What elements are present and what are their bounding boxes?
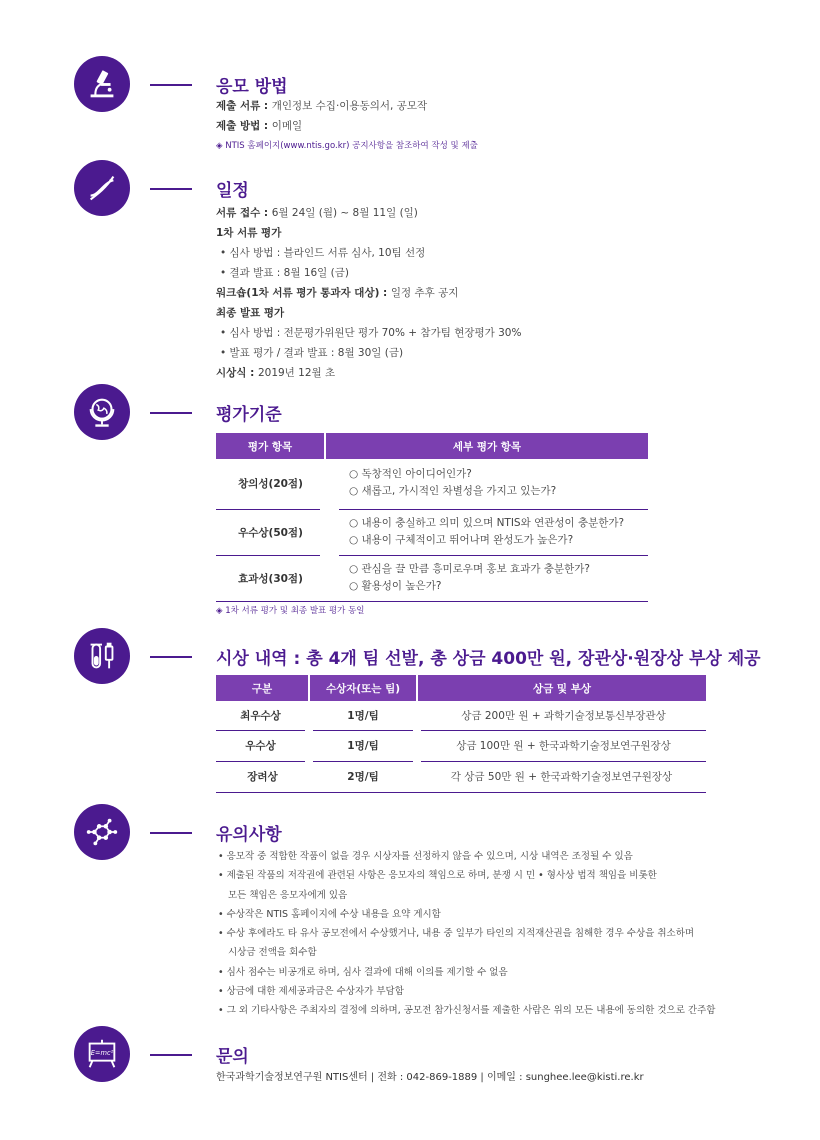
section-title-notices: 유의사항 <box>216 825 282 845</box>
notice-item: • 그 외 기타사항은 주최자의 결정에 의하며, 공모전 참가신청서를 제출한 사람은 위의 모든 내용에 동의한 것으로 간주함 <box>218 1005 716 1017</box>
notice-item-cont: 시상금 전액을 회수함 <box>228 947 317 959</box>
apply-value-method: 이메일 <box>271 120 303 132</box>
criteria-note: ◈ 1차 서류 평가 및 최종 발표 평가 동일 <box>216 606 365 616</box>
notice-item: • 수상 후에라도 타 유사 공모전에서 수상했거나, 내용 중 일부가 타인의 지적재산권을 침해한 경우 수상을 취소하며 <box>218 928 695 940</box>
globe-icon <box>74 384 130 440</box>
section-title-criteria: 평가기준 <box>216 405 282 425</box>
award-winners: 1명/팀 <box>309 730 417 761</box>
table-row <box>216 459 648 507</box>
dna-icon <box>74 160 130 216</box>
notices-body <box>218 847 715 1021</box>
schedule-final-item: • 심사 방법 : 전문평가위원단 평가 70% + 참가팀 현장평가 30% <box>220 327 522 339</box>
award-prize: 상금 200만 원 + 과학기술정보통신부장관상 <box>417 701 706 730</box>
table-row <box>216 730 706 761</box>
criteria-table <box>216 433 648 603</box>
table-row <box>216 701 706 730</box>
blackboard-icon <box>74 1026 130 1082</box>
award-grade: 최우수상 <box>216 701 309 730</box>
board-text: E=mc² <box>90 1048 114 1057</box>
notice-item: • 수상작은 NTIS 홈페이지에 수상 내용을 요약 게시함 <box>218 908 441 920</box>
table-row <box>216 557 648 599</box>
criteria-detail: ○ 새롭고, 가시적인 차별성을 가지고 있는가? <box>349 485 557 497</box>
apply-body <box>216 96 478 156</box>
criteria-detail: ○ 활용성이 높은가? <box>349 580 442 592</box>
award-winners: 1명/팀 <box>309 701 417 730</box>
award-grade: 우수상 <box>216 730 309 761</box>
schedule-value-submit: 6월 24일 (월) ~ 8월 11일 (일) <box>271 207 418 219</box>
table-header: 세부 평가 항목 <box>325 433 648 459</box>
table-header: 구분 <box>216 675 309 701</box>
criteria-detail: ○ 내용이 충실하고 의미 있으며 NTIS와 연관성이 충분한가? <box>349 517 625 529</box>
schedule-body <box>216 203 521 383</box>
awards-table <box>216 675 706 793</box>
award-winners: 2명/팀 <box>309 761 417 792</box>
awards-subtitle: : 총 4개 팀 선발, 총 상금 400만 원, 장관상·원장상 부상 제공 <box>287 649 761 669</box>
schedule-value-ceremony: 2019년 12월 초 <box>257 367 336 379</box>
table-header: 상금 및 부상 <box>417 675 706 701</box>
criteria-detail: ○ 독창적인 아이디어인가? <box>349 468 472 480</box>
award-prize: 각 상금 50만 원 + 한국과학기술정보연구원장상 <box>417 761 706 792</box>
divider-dash <box>150 832 192 834</box>
divider-dash <box>150 656 192 658</box>
schedule-final-title: 최종 발표 평가 <box>216 307 285 319</box>
section-title-contact: 문의 <box>216 1047 249 1067</box>
award-prize: 상금 100만 원 + 한국과학기술정보연구원장상 <box>417 730 706 761</box>
microscope-icon <box>74 56 130 112</box>
schedule-stage1-title: 1차 서류 평가 <box>216 227 282 239</box>
criteria-item: 창의성(20점) <box>238 477 303 490</box>
schedule-label-workshop: 워크숍(1차 서류 평가 통과자 대상) : <box>216 287 391 299</box>
divider-dash <box>150 84 192 86</box>
schedule-stage1-item: • 결과 발표 : 8월 16일 (금) <box>220 267 349 279</box>
schedule-label-submit: 서류 접수 : <box>216 207 272 219</box>
schedule-value-workshop: 일정 추후 공지 <box>390 287 459 299</box>
divider-dash <box>150 188 192 190</box>
schedule-stage1-item: • 심사 방법 : 블라인드 서류 심사, 10팀 선정 <box>220 247 426 259</box>
award-grade: 장려상 <box>216 761 309 792</box>
criteria-detail: ○ 관심을 끌 만큼 흥미로우며 홍보 효과가 충분한가? <box>349 563 590 575</box>
divider-dash <box>150 1054 192 1056</box>
apply-label-method: 제출 방법 : <box>216 120 272 132</box>
apply-label-docs: 제출 서류 : <box>216 100 272 112</box>
table-header: 평가 항목 <box>216 433 325 459</box>
apply-value-docs: 개인정보 수집·이용동의서, 공모작 <box>271 100 428 112</box>
awards-title: 시상 내역 <box>216 649 288 669</box>
molecule-icon <box>74 804 130 860</box>
section-title-schedule: 일정 <box>216 181 249 201</box>
section-title-apply: 응모 방법 <box>216 77 288 97</box>
divider-dash <box>150 412 192 414</box>
table-header: 수상자(또는 팀) <box>309 675 417 701</box>
contact-info <box>216 1068 644 1088</box>
notice-item: • 응모작 중 적합한 작품이 없을 경우 시상자를 선정하지 않을 수 있으며, 시상 내역은 조정될 수 있음 <box>218 851 633 862</box>
table-row <box>216 511 648 553</box>
notice-item: • 심사 점수는 비공개로 하며, 심사 결과에 대해 이의를 제기할 수 없음 <box>218 966 508 978</box>
apply-note: ◈ NTIS 홈페이지(www.ntis.go.kr) 공지사항을 참조하여 작성 및 제출 <box>216 141 478 151</box>
criteria-item: 효과성(30점) <box>238 572 303 585</box>
contact-text: 한국과학기술정보연구원 NTIS센터 | 전화 : 042-869-1889 | 이메일 : sunghee.lee@kisti.re.kr <box>216 1072 644 1083</box>
criteria-item: 우수상(50점) <box>238 526 303 539</box>
notice-item: • 상금에 대한 제세공과금은 수상자가 부담함 <box>218 986 404 998</box>
notice-item: • 제출된 작품의 저작권에 관련된 사항은 응모자의 책임으로 하며, 분쟁 시 민 • 형사상 법적 책임을 비롯한 <box>218 870 657 882</box>
schedule-final-item: • 발표 평가 / 결과 발표 : 8월 30일 (금) <box>220 347 404 359</box>
criteria-detail: ○ 내용이 구체적이고 뛰어나며 완성도가 높은가? <box>349 534 574 546</box>
table-row <box>216 761 706 792</box>
test-tube-icon <box>74 628 130 684</box>
notice-item-cont: 모든 책임은 응모자에게 있음 <box>228 889 348 901</box>
schedule-label-ceremony: 시상식 : <box>216 367 258 379</box>
section-title-awards <box>216 644 761 669</box>
